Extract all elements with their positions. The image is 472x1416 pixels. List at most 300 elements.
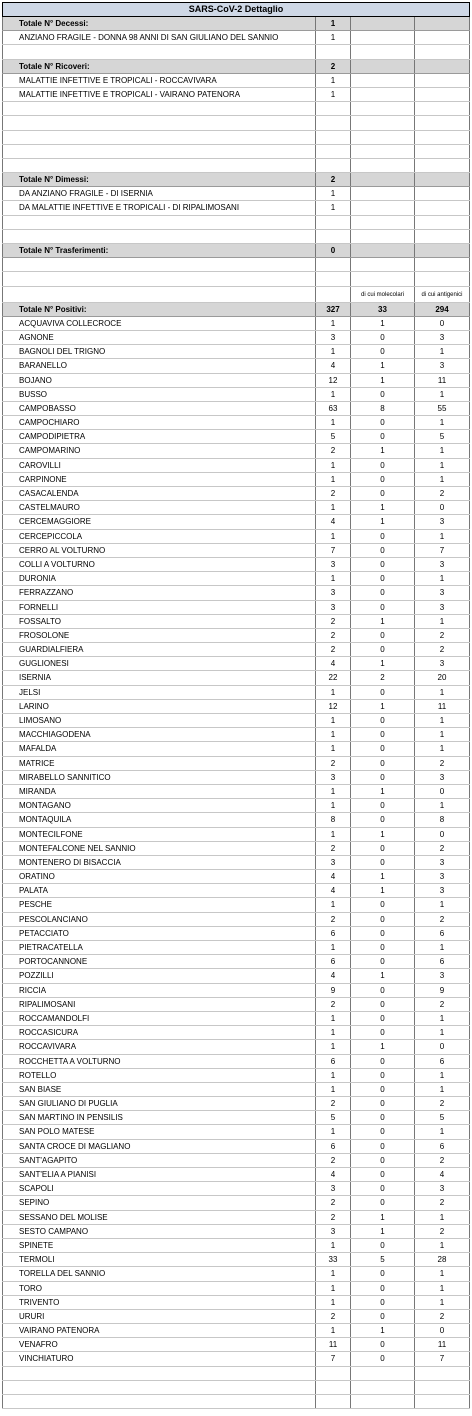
total-cell: 1 xyxy=(315,388,350,401)
molecolari-cell: 33 xyxy=(350,303,414,316)
molecolari-cell: 1 xyxy=(350,444,414,457)
label-cell xyxy=(2,45,315,58)
label-cell: RICCIA xyxy=(2,984,315,997)
antigenici-cell: 1 xyxy=(414,416,470,429)
molecolari-cell: 0 xyxy=(350,1310,414,1323)
total-cell: 4 xyxy=(315,515,350,528)
total-cell xyxy=(315,1367,350,1380)
total-cell: 1 xyxy=(315,473,350,486)
table-row xyxy=(2,1055,470,1069)
total-cell: 3 xyxy=(315,1182,350,1195)
total-cell: 1 xyxy=(315,88,350,101)
label-cell: SAN POLO MATESE xyxy=(2,1125,315,1138)
molecolari-cell: 0 xyxy=(350,1352,414,1365)
total-cell: 4 xyxy=(315,870,350,883)
molecolari-cell: 5 xyxy=(350,1253,414,1266)
molecolari-cell: 0 xyxy=(350,601,414,614)
antigenici-cell: 1 xyxy=(414,473,470,486)
antigenici-cell: 1 xyxy=(414,1296,470,1309)
antigenici-cell: 1 xyxy=(414,728,470,741)
antigenici-cell: 6 xyxy=(414,1140,470,1153)
antigenici-cell: 6 xyxy=(414,955,470,968)
table-row xyxy=(2,1125,470,1139)
total-cell: 2 xyxy=(315,757,350,770)
label-cell: CERRO AL VOLTURNO xyxy=(2,544,315,557)
molecolari-cell: 0 xyxy=(350,984,414,997)
antigenici-cell xyxy=(414,187,470,200)
label-cell: PIETRACATELLA xyxy=(2,941,315,954)
antigenici-cell: 1 xyxy=(414,444,470,457)
table-row xyxy=(2,31,470,45)
label-cell: SANT'AGAPITO xyxy=(2,1154,315,1167)
total-cell: 1 xyxy=(315,1267,350,1280)
table-row xyxy=(2,530,470,544)
blank-row xyxy=(2,45,470,59)
molecolari-cell: 0 xyxy=(350,643,414,656)
label-cell: MIRABELLO SANNITICO xyxy=(2,771,315,784)
label-cell: VINCHIATURO xyxy=(2,1352,315,1365)
total-cell: 1 xyxy=(315,898,350,911)
antigenici-cell: 1 xyxy=(414,799,470,812)
table-row xyxy=(2,416,470,430)
molecolari-cell: 0 xyxy=(350,1012,414,1025)
total-cell xyxy=(315,45,350,58)
molecolari-cell: 0 xyxy=(350,530,414,543)
total-cell: 12 xyxy=(315,374,350,387)
antigenici-cell: 2 xyxy=(414,643,470,656)
table-row xyxy=(2,1182,470,1196)
total-cell: 9 xyxy=(315,984,350,997)
label-cell: ISERNIA xyxy=(2,671,315,684)
table-row xyxy=(2,601,470,615)
label-cell xyxy=(2,145,315,158)
table-row xyxy=(2,799,470,813)
molecolari-cell: 1 xyxy=(350,1211,414,1224)
total-cell: 1 xyxy=(315,1069,350,1082)
blank-row xyxy=(2,1395,470,1409)
total-cell: 1 xyxy=(315,728,350,741)
molecolari-cell: 2 xyxy=(350,671,414,684)
report-sheet xyxy=(2,2,470,1409)
label-cell: CERCEMAGGIORE xyxy=(2,515,315,528)
total-cell: 1 xyxy=(315,742,350,755)
total-cell: 12 xyxy=(315,700,350,713)
label-cell: Totale N° Trasferimenti: xyxy=(2,244,315,257)
label-cell xyxy=(2,1395,315,1408)
antigenici-cell: 7 xyxy=(414,544,470,557)
molecolari-cell xyxy=(350,60,414,73)
label-cell: CASTELMAURO xyxy=(2,501,315,514)
label-cell xyxy=(2,1381,315,1394)
antigenici-cell: 2 xyxy=(414,1097,470,1110)
table-row xyxy=(2,1324,470,1338)
label-cell: SAN BIASE xyxy=(2,1083,315,1096)
label-cell: Totale N° Dimessi: xyxy=(2,173,315,186)
molecolari-cell: 0 xyxy=(350,1196,414,1209)
label-cell: PESCHE xyxy=(2,898,315,911)
molecolari-cell: 0 xyxy=(350,388,414,401)
label-cell: Totale N° Positivi: xyxy=(2,303,315,316)
antigenici-cell xyxy=(414,159,470,172)
molecolari-cell: 0 xyxy=(350,1055,414,1068)
antigenici-cell: 5 xyxy=(414,430,470,443)
label-cell: COLLI A VOLTURNO xyxy=(2,558,315,571)
antigenici-cell: 3 xyxy=(414,1182,470,1195)
antigenici-cell xyxy=(414,1395,470,1408)
molecolari-cell: 0 xyxy=(350,1296,414,1309)
label-cell: ACQUAVIVA COLLECROCE xyxy=(2,317,315,330)
label-cell xyxy=(2,131,315,144)
total-cell xyxy=(315,272,350,285)
antigenici-cell: 0 xyxy=(414,1040,470,1053)
total-cell: 1 xyxy=(315,572,350,585)
total-cell: 1 xyxy=(315,17,350,30)
antigenici-cell: 0 xyxy=(414,501,470,514)
antigenici-cell: 3 xyxy=(414,856,470,869)
table-row xyxy=(2,998,470,1012)
table-row xyxy=(2,1083,470,1097)
total-cell: 7 xyxy=(315,1352,350,1365)
table-row xyxy=(2,1097,470,1111)
table-row xyxy=(2,331,470,345)
antigenici-cell: 55 xyxy=(414,402,470,415)
molecolari-cell: 1 xyxy=(350,828,414,841)
table-row xyxy=(2,430,470,444)
molecolari-cell: 0 xyxy=(350,1111,414,1124)
table-row xyxy=(2,515,470,529)
molecolari-cell: 0 xyxy=(350,842,414,855)
antigenici-cell: 4 xyxy=(414,1168,470,1181)
antigenici-cell: 11 xyxy=(414,700,470,713)
antigenici-cell: 0 xyxy=(414,828,470,841)
antigenici-cell xyxy=(414,272,470,285)
total-cell: 3 xyxy=(315,586,350,599)
total-cell: 1 xyxy=(315,1125,350,1138)
blank-row xyxy=(2,102,470,116)
antigenici-cell: 9 xyxy=(414,984,470,997)
table-row xyxy=(2,671,470,685)
label-cell: LARINO xyxy=(2,700,315,713)
total-cell: 1 xyxy=(315,714,350,727)
label-cell: CAMPOBASSO xyxy=(2,402,315,415)
molecolari-cell: 0 xyxy=(350,416,414,429)
antigenici-cell: 1 xyxy=(414,572,470,585)
total-cell: 4 xyxy=(315,657,350,670)
table-row xyxy=(2,771,470,785)
label-cell: MIRANDA xyxy=(2,785,315,798)
total-cell xyxy=(315,116,350,129)
label-cell: ROTELLO xyxy=(2,1069,315,1082)
total-cell xyxy=(315,216,350,229)
total-cell: 4 xyxy=(315,1168,350,1181)
molecolari-cell: 0 xyxy=(350,487,414,500)
antigenici-cell: 2 xyxy=(414,1154,470,1167)
label-cell: DA MALATTIE INFETTIVE E TROPICALI - DI RIPALIMOSANI xyxy=(2,201,315,214)
label-cell: LIMOSANO xyxy=(2,714,315,727)
antigenici-cell: 6 xyxy=(414,1055,470,1068)
total-cell: 2 xyxy=(315,1310,350,1323)
antigenici-cell: 1 xyxy=(414,459,470,472)
table-row xyxy=(2,898,470,912)
label-cell: SAN MARTINO IN PENSILIS xyxy=(2,1111,315,1124)
section-header xyxy=(2,17,470,31)
total-cell: 1 xyxy=(315,1040,350,1053)
label-cell xyxy=(2,258,315,271)
total-cell: 3 xyxy=(315,1225,350,1238)
total-cell: 4 xyxy=(315,884,350,897)
label-cell: BUSSO xyxy=(2,388,315,401)
molecolari-cell: 1 xyxy=(350,969,414,982)
label-cell xyxy=(2,272,315,285)
table-row xyxy=(2,856,470,870)
molecolari-cell xyxy=(350,88,414,101)
label-cell: RIPALIMOSANI xyxy=(2,998,315,1011)
molecolari-cell: 0 xyxy=(350,629,414,642)
total-cell: 1 xyxy=(315,459,350,472)
label-cell: Totale N° Ricoveri: xyxy=(2,60,315,73)
total-cell: 11 xyxy=(315,1338,350,1351)
molecolari-cell xyxy=(350,230,414,243)
total-cell: 6 xyxy=(315,1055,350,1068)
table-row xyxy=(2,1253,470,1267)
molecolari-cell: 0 xyxy=(350,955,414,968)
table-row xyxy=(2,742,470,756)
molecolari-cell xyxy=(350,45,414,58)
label-cell: TRIVENTO xyxy=(2,1296,315,1309)
label-cell: BOJANO xyxy=(2,374,315,387)
label-cell: POZZILLI xyxy=(2,969,315,982)
antigenici-cell: 3 xyxy=(414,515,470,528)
label-cell: TORO xyxy=(2,1282,315,1295)
antigenici-cell: 2 xyxy=(414,757,470,770)
molecolari-cell: 0 xyxy=(350,586,414,599)
label-cell: URURI xyxy=(2,1310,315,1323)
label-cell: DA ANZIANO FRAGILE - DI ISERNIA xyxy=(2,187,315,200)
antigenici-cell xyxy=(414,60,470,73)
molecolari-cell xyxy=(350,244,414,257)
total-cell: 5 xyxy=(315,430,350,443)
antigenici-cell xyxy=(414,17,470,30)
antigenici-cell: 1 xyxy=(414,1267,470,1280)
label-cell: PETACCIATO xyxy=(2,927,315,940)
label-cell: SAN GIULIANO DI PUGLIA xyxy=(2,1097,315,1110)
total-cell: 63 xyxy=(315,402,350,415)
total-cell xyxy=(315,1381,350,1394)
table-row xyxy=(2,74,470,88)
label-cell: CASACALENDA xyxy=(2,487,315,500)
total-cell: 1 xyxy=(315,686,350,699)
antigenici-cell: 28 xyxy=(414,1253,470,1266)
antigenici-cell: 1 xyxy=(414,615,470,628)
label-cell: MONTECILFONE xyxy=(2,828,315,841)
molecolari-cell xyxy=(350,1381,414,1394)
label-cell: ROCCASICURA xyxy=(2,1026,315,1039)
table-row xyxy=(2,757,470,771)
molecolari-cell: 0 xyxy=(350,927,414,940)
antigenici-cell: di cui antigenici xyxy=(414,287,470,302)
antigenici-cell: 7 xyxy=(414,1352,470,1365)
molecolari-cell: 0 xyxy=(350,757,414,770)
table-row xyxy=(2,1211,470,1225)
molecolari-cell: 0 xyxy=(350,1182,414,1195)
molecolari-cell xyxy=(350,173,414,186)
antigenici-cell: 3 xyxy=(414,771,470,784)
report-title: SARS-CoV-2 Dettaglio xyxy=(2,2,470,17)
antigenici-cell xyxy=(414,145,470,158)
antigenici-cell: 2 xyxy=(414,1196,470,1209)
molecolari-cell xyxy=(350,17,414,30)
total-cell: 1 xyxy=(315,1026,350,1039)
total-cell: 6 xyxy=(315,1140,350,1153)
table-row xyxy=(2,828,470,842)
label-cell: PESCOLANCIANO xyxy=(2,913,315,926)
total-cell: 327 xyxy=(315,303,350,316)
molecolari-cell: 0 xyxy=(350,998,414,1011)
molecolari-cell: 0 xyxy=(350,430,414,443)
molecolari-cell: 0 xyxy=(350,1154,414,1167)
label-cell: PALATA xyxy=(2,884,315,897)
antigenici-cell xyxy=(414,131,470,144)
label-cell: ORATINO xyxy=(2,870,315,883)
table-row xyxy=(2,1069,470,1083)
total-cell: 2 xyxy=(315,487,350,500)
total-cell: 4 xyxy=(315,359,350,372)
molecolari-cell: 1 xyxy=(350,657,414,670)
total-cell: 1 xyxy=(315,1012,350,1025)
table-row xyxy=(2,1282,470,1296)
table-row xyxy=(2,473,470,487)
label-cell: PORTOCANNONE xyxy=(2,955,315,968)
total-cell: 2 xyxy=(315,643,350,656)
label-cell: TORELLA DEL SANNIO xyxy=(2,1267,315,1280)
total-cell xyxy=(315,230,350,243)
table-row xyxy=(2,955,470,969)
total-cell: 1 xyxy=(315,799,350,812)
total-cell: 2 xyxy=(315,1154,350,1167)
total-cell: 2 xyxy=(315,1211,350,1224)
antigenici-cell: 3 xyxy=(414,558,470,571)
antigenici-cell: 6 xyxy=(414,927,470,940)
table-row xyxy=(2,643,470,657)
antigenici-cell: 1 xyxy=(414,1012,470,1025)
total-cell: 2 xyxy=(315,444,350,457)
total-cell: 3 xyxy=(315,331,350,344)
table-row xyxy=(2,572,470,586)
molecolari-cell: 1 xyxy=(350,700,414,713)
antigenici-cell: 1 xyxy=(414,1239,470,1252)
total-cell: 0 xyxy=(315,244,350,257)
table-row xyxy=(2,1196,470,1210)
label-cell: SPINETE xyxy=(2,1239,315,1252)
antigenici-cell: 1 xyxy=(414,941,470,954)
label-cell: MONTEFALCONE NEL SANNIO xyxy=(2,842,315,855)
table-row xyxy=(2,402,470,416)
table-row xyxy=(2,629,470,643)
label-cell: CAROVILLI xyxy=(2,459,315,472)
table-row xyxy=(2,1239,470,1253)
total-cell: 3 xyxy=(315,771,350,784)
total-cell: 8 xyxy=(315,813,350,826)
table-row xyxy=(2,842,470,856)
label-cell xyxy=(2,287,315,302)
molecolari-cell: 0 xyxy=(350,1338,414,1351)
total-cell: 4 xyxy=(315,969,350,982)
molecolari-cell: 0 xyxy=(350,1168,414,1181)
total-cell: 3 xyxy=(315,558,350,571)
antigenici-cell xyxy=(414,88,470,101)
total-cell xyxy=(315,1395,350,1408)
label-cell: SEPINO xyxy=(2,1196,315,1209)
table-row xyxy=(2,359,470,373)
label-cell: CAMPOMARINO xyxy=(2,444,315,457)
blank-row xyxy=(2,131,470,145)
molecolari-cell xyxy=(350,74,414,87)
antigenici-cell: 1 xyxy=(414,686,470,699)
antigenici-cell xyxy=(414,258,470,271)
total-cell: 3 xyxy=(315,601,350,614)
antigenici-cell: 2 xyxy=(414,629,470,642)
molecolari-cell: 0 xyxy=(350,473,414,486)
molecolari-cell xyxy=(350,102,414,115)
molecolari-cell: 1 xyxy=(350,317,414,330)
table-row xyxy=(2,1154,470,1168)
molecolari-cell: 1 xyxy=(350,785,414,798)
table-row xyxy=(2,374,470,388)
label-cell: BARANELLO xyxy=(2,359,315,372)
antigenici-cell xyxy=(414,173,470,186)
column-subheader xyxy=(2,287,470,303)
label-cell: FORNELLI xyxy=(2,601,315,614)
blank-row xyxy=(2,145,470,159)
table-row xyxy=(2,1225,470,1239)
table-row xyxy=(2,870,470,884)
molecolari-cell xyxy=(350,201,414,214)
table-row xyxy=(2,657,470,671)
label-cell: SANTA CROCE DI MAGLIANO xyxy=(2,1140,315,1153)
molecolari-cell: di cui molecolari xyxy=(350,287,414,302)
antigenici-cell: 2 xyxy=(414,842,470,855)
label-cell: MALATTIE INFETTIVE E TROPICALI - VAIRANO PATENORA xyxy=(2,88,315,101)
table-row xyxy=(2,1267,470,1281)
label-cell xyxy=(2,216,315,229)
antigenici-cell: 1 xyxy=(414,1125,470,1138)
total-cell: 2 xyxy=(315,1196,350,1209)
total-cell: 22 xyxy=(315,671,350,684)
label-cell: ANZIANO FRAGILE - DONNA 98 ANNI DI SAN GIULIANO DEL SANNIO xyxy=(2,31,315,44)
label-cell: FROSOLONE xyxy=(2,629,315,642)
table-row xyxy=(2,1352,470,1366)
antigenici-cell: 3 xyxy=(414,657,470,670)
label-cell: DURONIA xyxy=(2,572,315,585)
total-cell: 1 xyxy=(315,1239,350,1252)
total-cell: 1 xyxy=(315,785,350,798)
antigenici-cell: 1 xyxy=(414,1282,470,1295)
molecolari-cell: 0 xyxy=(350,1267,414,1280)
molecolari-cell: 1 xyxy=(350,1324,414,1337)
label-cell: AGNONE xyxy=(2,331,315,344)
antigenici-cell: 3 xyxy=(414,331,470,344)
molecolari-cell: 0 xyxy=(350,459,414,472)
table-row xyxy=(2,686,470,700)
molecolari-cell: 0 xyxy=(350,771,414,784)
blank-row xyxy=(2,116,470,130)
section-header xyxy=(2,60,470,74)
total-cell: 2 xyxy=(315,629,350,642)
antigenici-cell: 2 xyxy=(414,913,470,926)
blank-row xyxy=(2,272,470,286)
table-row xyxy=(2,927,470,941)
label-cell: MONTAGANO xyxy=(2,799,315,812)
